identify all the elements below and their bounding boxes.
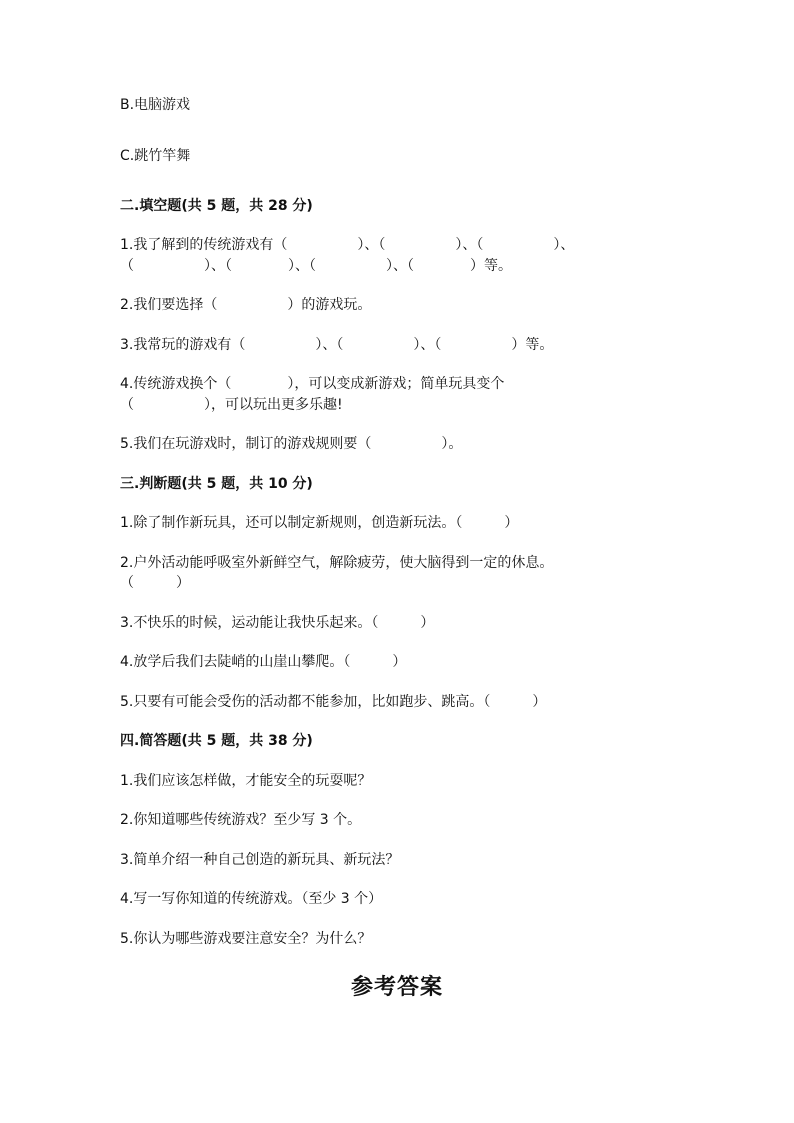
option-c: C.跳竹竿舞 <box>120 148 191 164</box>
fill-question-4-line-1: 4.传统游戏换个（ ），可以变成新游戏；简单玩具变个 <box>120 376 505 392</box>
answer-key-title: 参考答案 <box>350 974 443 1000</box>
tf-question-2-line-1: 2.户外活动能呼吸室外新鲜空气，解除疲劳，使大脑得到一定的休息。 <box>120 555 554 571</box>
fill-question-5: 5.我们在玩游戏时，制订的游戏规则要（ ）。 <box>120 436 463 452</box>
sa-question-3: 3.简单介绍一种自己创造的新玩具、新玩法？ <box>120 852 400 868</box>
tf-question-2-line-2: （ ） <box>120 575 190 591</box>
tf-question-1: 1.除了制作新玩具，还可以制定新规则，创造新玩法。（ ） <box>120 515 519 531</box>
section-heading-fill-in: 二.填空题(共 5 题，共 28 分) <box>120 198 313 214</box>
sa-question-4: 4.写一写你知道的传统游戏。（至少 3 个） <box>120 891 383 907</box>
fill-question-1-line-1: 1.我了解到的传统游戏有（ ）、（ ）、（ ）、 <box>120 237 575 253</box>
tf-question-5: 5.只要有可能会受伤的活动都不能参加，比如跑步、跳高。（ ） <box>120 694 547 710</box>
fill-question-3: 3.我常玩的游戏有（ ）、（ ）、（ ）等。 <box>120 337 554 353</box>
tf-question-4: 4.放学后我们去陡峭的山崖山攀爬。（ ） <box>120 654 407 670</box>
fill-question-2: 2.我们要选择（ ）的游戏玩。 <box>120 297 372 313</box>
section-heading-true-false: 三.判断题(共 5 题，共 10 分) <box>120 476 313 492</box>
tf-question-3: 3.不快乐的时候，运动能让我快乐起来。（ ） <box>120 615 435 631</box>
option-b: B.电脑游戏 <box>120 97 191 113</box>
fill-question-4-line-2: （ ），可以玩出更多乐趣! <box>120 397 343 413</box>
sa-question-2: 2.你知道哪些传统游戏？至少写 3 个。 <box>120 812 362 828</box>
fill-question-1-line-2: （ ）、（ ）、（ ）、（ ）等。 <box>120 258 512 274</box>
sa-question-5: 5.你认为哪些游戏要注意安全？为什么？ <box>120 931 372 947</box>
section-heading-short-answer: 四.简答题(共 5 题，共 38 分) <box>120 733 313 749</box>
sa-question-1: 1.我们应该怎样做，才能安全的玩耍呢？ <box>120 773 372 789</box>
